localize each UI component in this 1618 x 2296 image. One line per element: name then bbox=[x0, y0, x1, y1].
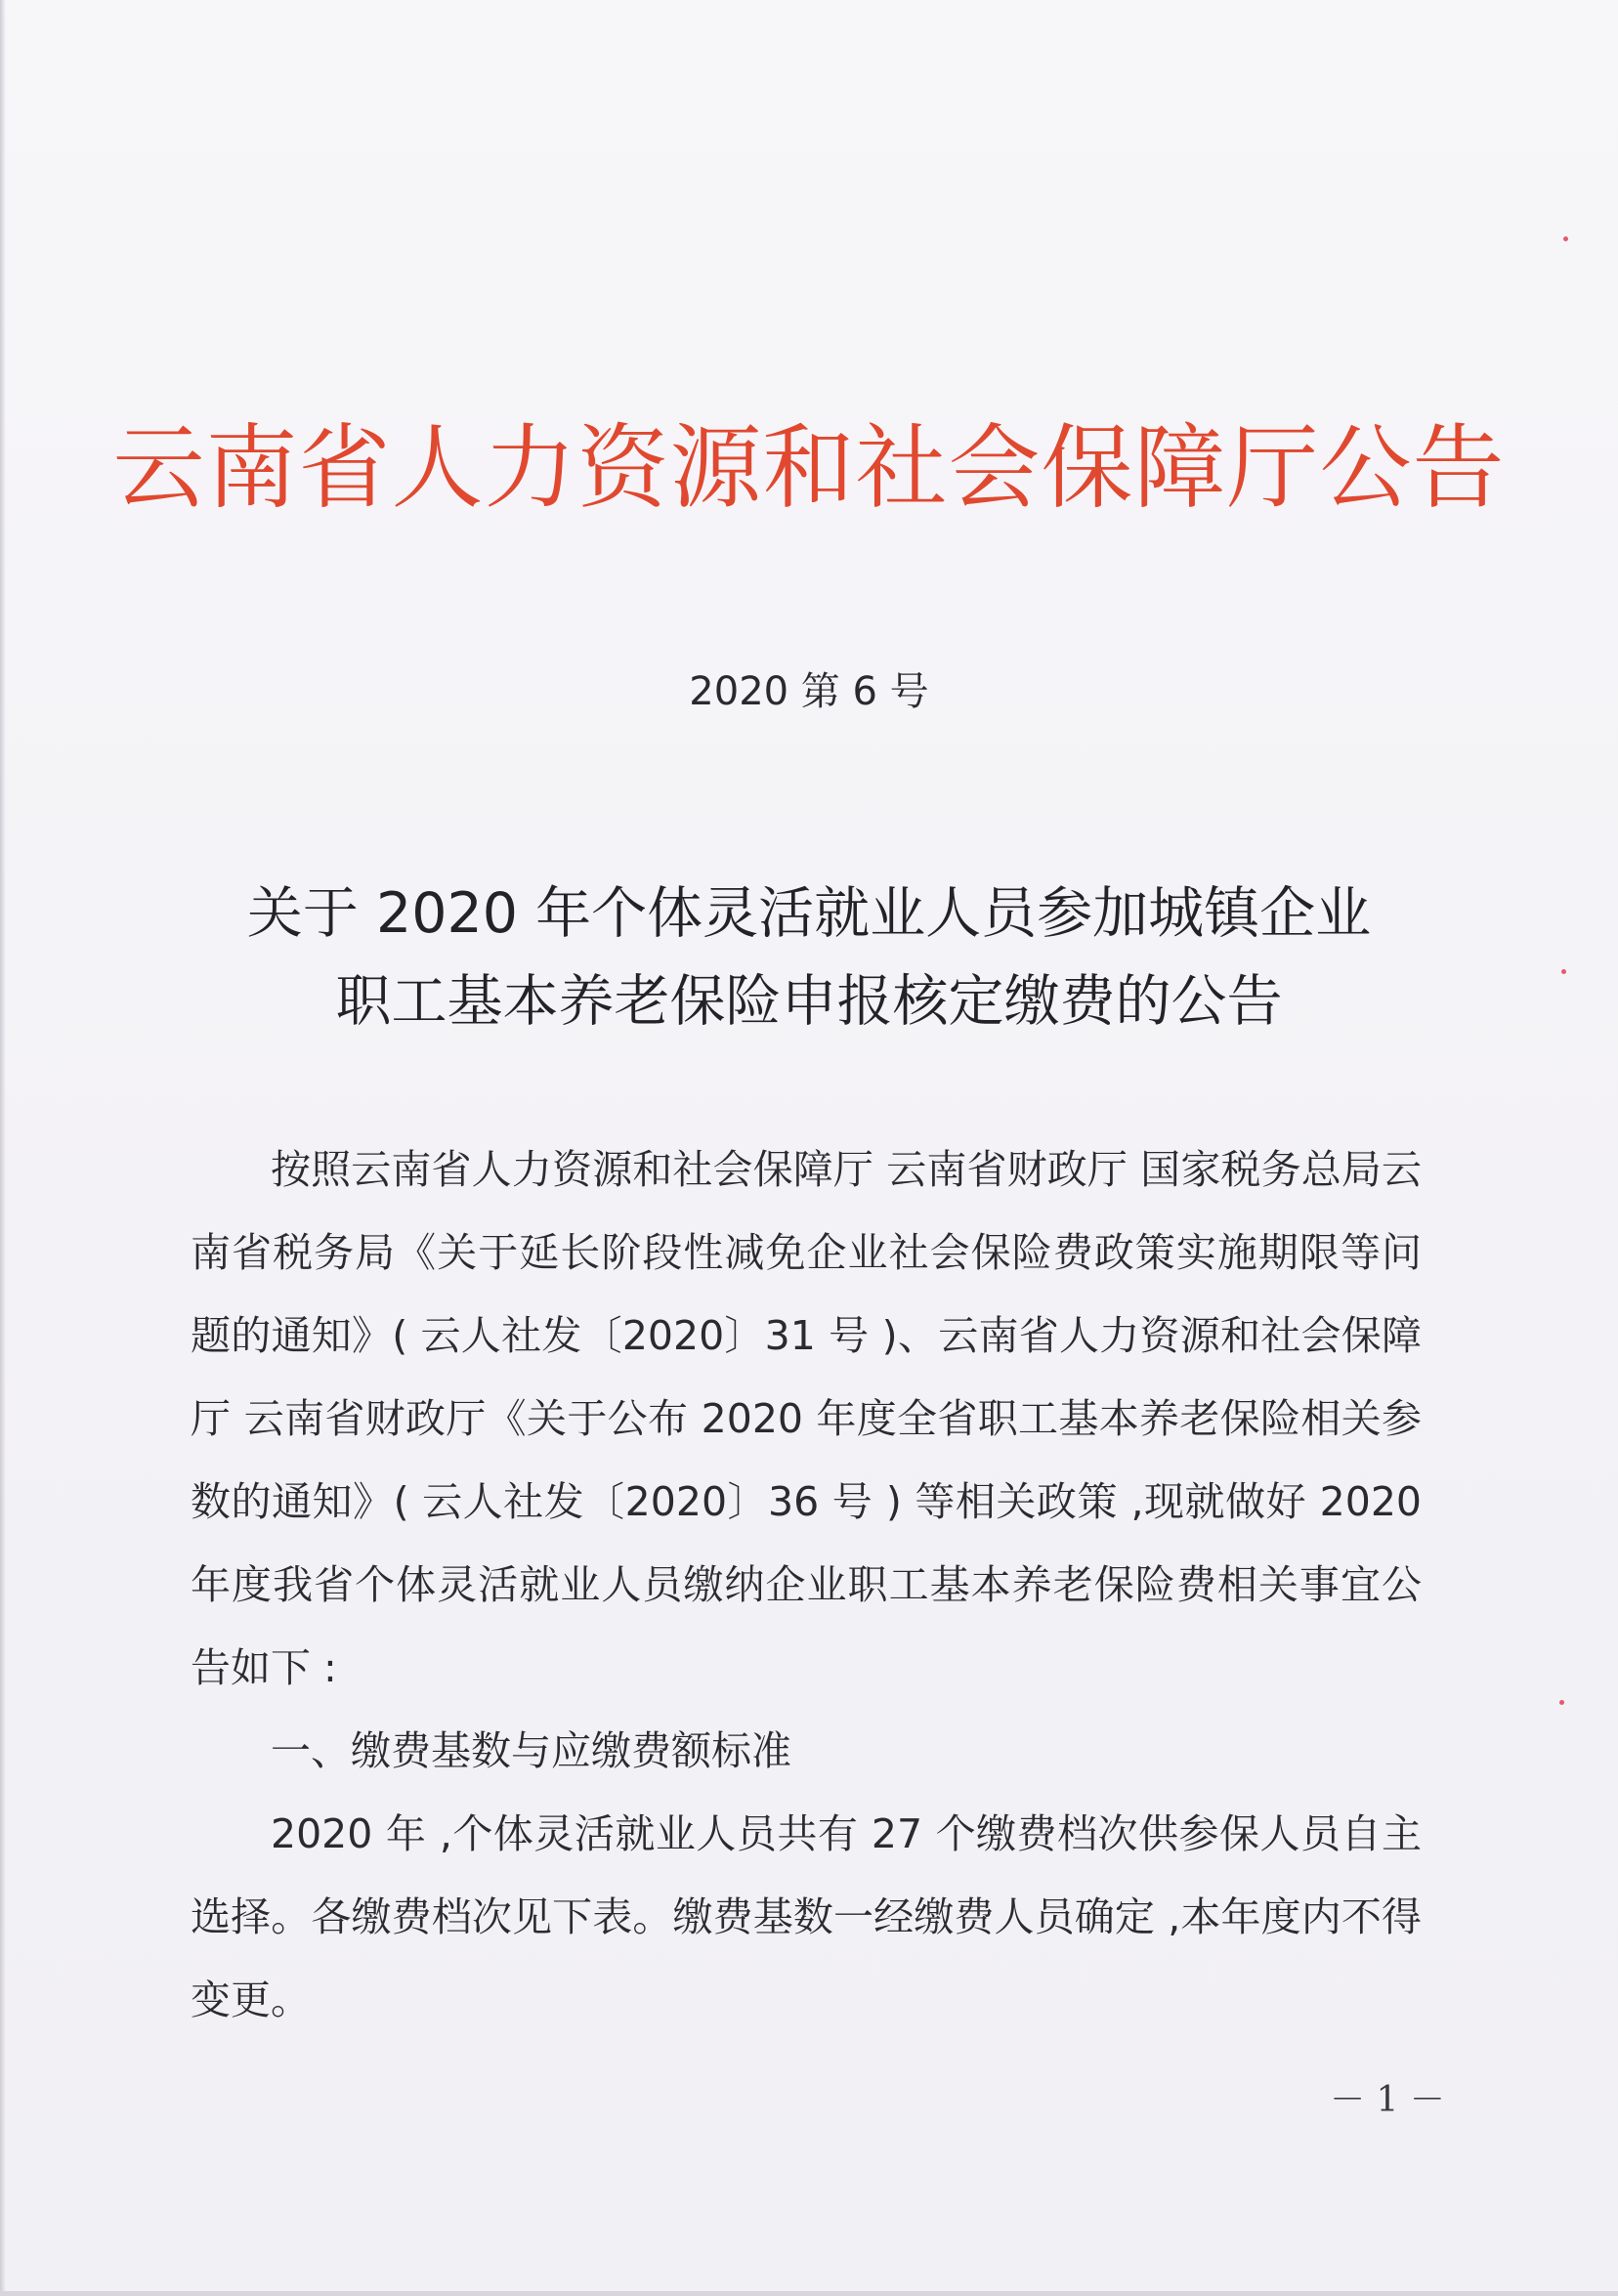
page-number: － 1 － bbox=[1330, 2080, 1445, 2120]
notice-title-line: 关于 2020 年个体灵活就业人员参加城镇企业 bbox=[246, 881, 1372, 946]
section-heading: 一、缴费基数与应缴费额标准 bbox=[271, 1727, 791, 1774]
scan-speck bbox=[1561, 969, 1566, 974]
notice-title bbox=[147, 870, 1471, 1045]
document-header: 云南省人力资源和社会保障厅公告 bbox=[112, 415, 1506, 522]
body-paragraph: 2020 年 ,个体灵活就业人员共有 27 个缴费档次供参保人员自主选择。各缴费档次见下表。缴费基数一经缴费人员确定 ,本年度内不得变更。 bbox=[191, 1810, 1422, 2023]
scan-speck bbox=[1559, 1700, 1564, 1705]
notice-body bbox=[191, 1128, 1422, 2042]
document-number: 2020 第 6 号 bbox=[689, 669, 929, 714]
body-paragraph: 按照云南省人力资源和社会保障厅 云南省财政厅 国家税务总局云南省税务局《关于延长阶段性减免企业社会保险费政策实施期限等问题的通知》( 云人社发〔2020〕31 号 )、云南省人力资源和社会保障厅 云南省财政厅《关于公布 2020 年度全省职工基本养老保险相关参数的通知》( 云人社发〔2020〕36 号 ) 等相关政策 ,现就做好 2020 年度我省个体灵活就业人员缴纳企业职工基本养老保险费相关事宜公告如下 : bbox=[191, 1146, 1422, 1691]
scan-left-edge bbox=[0, 0, 6, 2296]
scan-speck bbox=[1563, 236, 1568, 241]
scan-bottom-edge bbox=[0, 2291, 1618, 2296]
notice-title-line: 职工基本养老保险申报核定缴费的公告 bbox=[335, 969, 1283, 1034]
